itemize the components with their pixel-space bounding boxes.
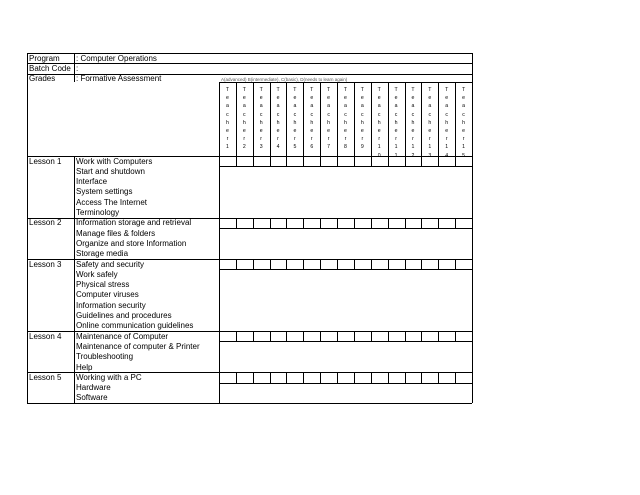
grid-line [27, 53, 472, 54]
teacher-column-header: T e a c h e r 2 [242, 87, 246, 151]
teacher-column-header: T e a c h e r 6 [310, 87, 314, 151]
grid-line [354, 82, 355, 156]
grid-line [303, 82, 304, 156]
grid-line [303, 331, 304, 341]
grid-line [27, 74, 472, 75]
grid-line [236, 156, 237, 166]
teacher-column-header: T e a c h e r 1 [225, 87, 230, 151]
grid-line [27, 403, 472, 404]
grid-line [405, 82, 406, 156]
lesson-label: Lesson 4 [29, 331, 62, 341]
grid-line [337, 259, 338, 269]
topic-label: Troubleshooting [76, 352, 134, 362]
grid-line [455, 156, 456, 166]
topic-label: Information security [76, 300, 146, 310]
grid-line [286, 218, 287, 228]
topic-label: Working with a PC [76, 372, 142, 382]
program-value: : Computer Operations [76, 53, 157, 63]
teacher-column-header: T e a c h e r 3 [259, 87, 263, 151]
topic-label: Online communication guidelines [76, 321, 194, 331]
grid-line [253, 156, 254, 166]
grid-line [388, 156, 389, 166]
grid-line [270, 331, 271, 341]
topic-label: Manage files & folders [76, 228, 156, 238]
grid-line [270, 82, 271, 156]
grid-line [286, 331, 287, 341]
lesson-label: Lesson 3 [29, 259, 62, 269]
grid-line [405, 156, 406, 166]
teacher-column-header: T e a c h e r 1 [428, 87, 432, 151]
grid-line [371, 331, 372, 341]
grid-line [286, 156, 287, 166]
grid-line [371, 259, 372, 269]
teacher-column-header: T e a c h e r 1 [461, 87, 466, 151]
topic-label: Work with Computers [76, 156, 153, 166]
grid-line [270, 259, 271, 269]
grid-line [438, 82, 439, 156]
grid-line [388, 372, 389, 382]
topic-label: Help [76, 362, 93, 372]
grid-line [421, 259, 422, 269]
teacher-column-header: T e a c h e r 1 [377, 87, 381, 151]
topic-label: Storage media [76, 249, 129, 259]
topic-label: Access The Internet [76, 197, 147, 207]
grid-line [253, 218, 254, 228]
teacher-column-header: T e a c h e r 8 [343, 87, 348, 151]
grid-line [253, 331, 254, 341]
grid-line [320, 218, 321, 228]
grid-line [270, 156, 271, 166]
grid-line [421, 372, 422, 382]
topic-label: Maintenance of computer & Printer [76, 341, 200, 351]
grid-line [455, 372, 456, 382]
grid-line [219, 383, 472, 384]
teacher-column-header: T e a c h e r 5 [293, 87, 297, 151]
grid-line [219, 82, 472, 83]
grid-line [219, 228, 472, 229]
grid-line [388, 218, 389, 228]
grid-line [320, 372, 321, 382]
grid-line [455, 218, 456, 228]
topic-label: Terminology [76, 208, 120, 217]
grid-line [74, 156, 75, 403]
grid-line [388, 331, 389, 341]
grid-line [371, 82, 372, 156]
grid-line [455, 331, 456, 341]
grid-line [236, 82, 237, 156]
grid-line [438, 331, 439, 341]
grid-line [320, 259, 321, 269]
batch-value: : [76, 63, 79, 73]
grid-line [303, 156, 304, 166]
grid-line [354, 331, 355, 341]
grid-line [253, 82, 254, 156]
grid-line [371, 372, 372, 382]
grid-line [253, 259, 254, 269]
grid-line [405, 372, 406, 382]
grid-line [320, 82, 321, 156]
grid-line [320, 156, 321, 166]
grid-line [337, 82, 338, 156]
grid-line [303, 218, 304, 228]
teacher-column-header: T e a c h e r 1 [445, 87, 449, 151]
grid-line [74, 53, 75, 82]
grid-line [219, 82, 220, 403]
topic-label: Physical stress [76, 280, 130, 290]
grid-line [337, 218, 338, 228]
grid-line [455, 259, 456, 269]
topic-label: System settings [76, 187, 133, 197]
grid-line [405, 259, 406, 269]
assessment-sheet [27, 53, 472, 403]
grid-line [354, 156, 355, 166]
teacher-column-header: T e a c h e r 1 [394, 87, 398, 151]
grid-line [405, 218, 406, 228]
lesson-label: Lesson 5 [29, 372, 62, 382]
grid-line [455, 82, 456, 156]
grid-line [337, 372, 338, 382]
grid-line [388, 82, 389, 156]
grid-line [438, 259, 439, 269]
topic-label: Information storage and retrieval [76, 218, 192, 228]
teacher-column-header: T e a c h e r 7 [327, 87, 331, 151]
topic-label: Hardware [76, 383, 111, 393]
grid-line [421, 218, 422, 228]
batch-label: Batch Code [29, 63, 71, 73]
lesson-label: Lesson 1 [29, 156, 62, 166]
grid-line [438, 372, 439, 382]
grades-legend: A(advanced) B(intermediate), C(basic), D(needs to learn again) [221, 76, 348, 82]
grid-line [388, 259, 389, 269]
grid-line [27, 63, 472, 64]
teacher-column-header: T e a c h e r 1 [411, 87, 415, 151]
program-label: Program [29, 53, 60, 63]
teacher-column-header: T e a c h e r 4 [276, 87, 280, 151]
grid-line [236, 218, 237, 228]
topic-label: Safety and security [76, 259, 145, 269]
grid-line [354, 259, 355, 269]
grid-line [219, 341, 472, 342]
grid-line [286, 372, 287, 382]
grid-line [421, 331, 422, 341]
grid-line [472, 53, 473, 403]
grid-line [421, 82, 422, 156]
topic-label: Interface [76, 177, 108, 187]
grid-line [219, 166, 472, 167]
grid-line [438, 218, 439, 228]
topic-label: Computer viruses [76, 290, 139, 300]
topic-label: Start and shutdown [76, 166, 145, 176]
grid-line [320, 331, 321, 341]
grid-line [337, 156, 338, 166]
teacher-column-header: T e a c h e r 9 [360, 87, 364, 151]
grid-line [253, 372, 254, 382]
topic-label: Organize and store Information [76, 238, 187, 248]
grid-line [236, 331, 237, 341]
grid-line [337, 331, 338, 341]
grid-line [354, 218, 355, 228]
grid-line [405, 331, 406, 341]
topic-label: Software [76, 393, 108, 403]
grid-line [236, 372, 237, 382]
grid-line [286, 82, 287, 156]
grid-line [270, 218, 271, 228]
grid-line [438, 156, 439, 166]
grid-line [354, 372, 355, 382]
grid-line [303, 372, 304, 382]
grades-value: : Formative Assessment [76, 74, 162, 84]
lesson-label: Lesson 2 [29, 218, 62, 228]
grid-line [236, 259, 237, 269]
grid-line [371, 218, 372, 228]
topic-label: Guidelines and procedures [76, 311, 172, 320]
grid-line [219, 269, 472, 270]
topic-label: Work safely [76, 269, 118, 279]
grid-line [303, 259, 304, 269]
grades-label: Grades [29, 74, 56, 84]
grid-line [27, 53, 28, 403]
grid-line [371, 156, 372, 166]
grid-line [270, 372, 271, 382]
grid-line [421, 156, 422, 166]
topic-label: Maintenance of Computer [76, 331, 169, 341]
grid-line [286, 259, 287, 269]
